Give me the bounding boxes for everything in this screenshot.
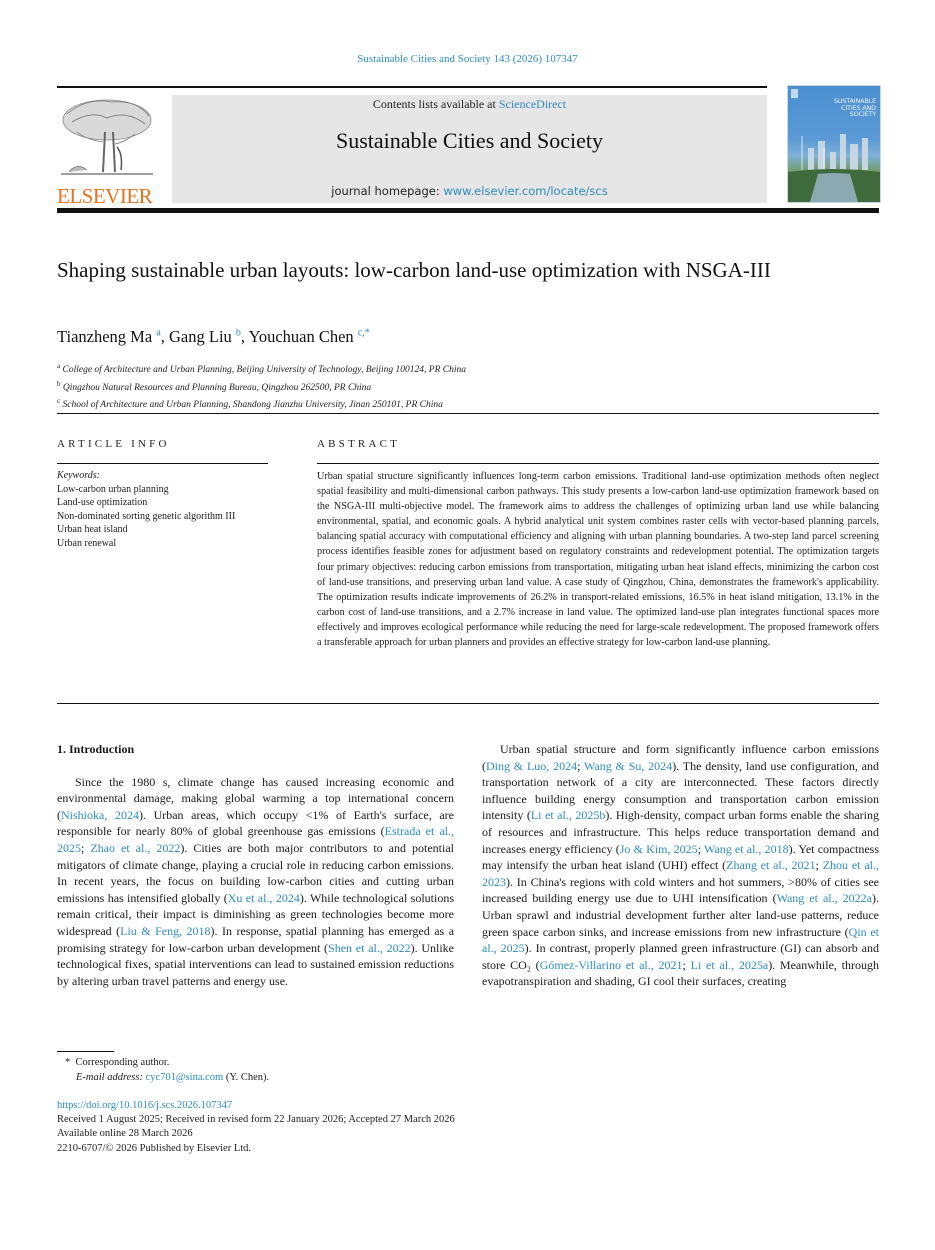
affiliations [57, 360, 466, 413]
body-column-left [57, 741, 454, 989]
author-affiliation-mark[interactable]: b [235, 327, 241, 339]
citation-link[interactable]: Xu et al., 2024 [227, 890, 300, 905]
abstract-text: Urban spatial structure significantly influences long-term carbon emissions. Traditional land-use optimization methods often neglect spatial feasibility and multi-dimensional carbon pathways. This study presents a low-carbon land-use optimization framework based on the NSGA-III multi-objective model. The framework aims to address the challenges of optimizing urban land use while balancing environmental, spatial, and economic goals. A hybrid analytical unit system combines raster cells with vector-based planning parcels, balancing spatial accuracy with computational efficiency and aligning with urban planning boundaries. A two-step land parcel screening process identifies feasible zones for adjustment based on regulatory constraints and redevelopment potential. The optimization targets four primary objectives: reducing carbon emissions from transportation, mitigating urban heat island effects, minimizing the carbon cost of land-use transitions, and preserving urban land value. A case study of Qingzhou, China, demonstrates the framework's applicability. The optimization results indicate improvements of 26.2% in transport-related emissions, 16.5% in heat island mitigation, 13.1% in the carbon cost of land-use transitions, and a 2.7% increase in land value. The optimized land-use plan integrates functional spaces more effectively and improves ecological performance while reducing the need for large-scale redevelopment. The proposed framework offers a transferable approach for urban planners and provides an effective strategy for low-carbon land-use planning. [317, 471, 879, 649]
copyright-line: 2210-6707/© 2026 Published by Elsevier Ltd. [57, 1142, 252, 1154]
cover-cityscape-icon [788, 86, 880, 202]
abstract-rule [317, 463, 879, 464]
keywords-list [57, 469, 235, 550]
affiliation-item: $^a$ College of Architecture and Urban Planning, Beijing University of Technology, Beijing 100124, PR China [57, 362, 467, 376]
author-name[interactable]: Youchuan Chen [248, 327, 354, 346]
email-link[interactable]: cyc701@sina.com [145, 1071, 224, 1083]
masthead-bottom-rule [57, 208, 879, 213]
author-name[interactable]: Tianzheng Ma [57, 327, 153, 346]
running-header[interactable]: Sustainable Cities and Society 143 (2026) 107347 [357, 53, 578, 65]
keywords-label: Keywords: [57, 470, 100, 481]
journal-title: Sustainable Cities and Society [335, 128, 604, 153]
author-separator: , [160, 327, 170, 346]
journal-homepage-link[interactable]: www.elsevier.com/locate/scs [443, 184, 608, 198]
title-block-divider [57, 413, 879, 414]
keyword-item: Urban renewal [57, 537, 117, 549]
corresponding-author-footnote [57, 1056, 269, 1085]
citation-link[interactable]: Gómez-Villarino et al., 2021 [539, 957, 683, 972]
author-affiliation-mark[interactable]: a [156, 327, 161, 339]
citation-link[interactable]: Nishioka, 2024 [61, 807, 139, 822]
citation-link[interactable]: Shen et al., 2022 [328, 940, 411, 955]
publication-info [57, 1099, 455, 1156]
email-suffix: (Y. Chen). [223, 1071, 270, 1083]
keyword-item: Land-use optimization [57, 497, 148, 508]
citation-link[interactable]: Zhang et al., 2021 [726, 858, 816, 873]
abstract-heading: ABSTRACT [317, 438, 401, 450]
article-info-rule [57, 463, 268, 464]
citation-link[interactable]: Liu & Feng, 2018 [120, 923, 211, 938]
citation-link[interactable]: Wang & Su, 2024 [584, 758, 673, 773]
citation-link[interactable]: Qin et al., 2025 [482, 924, 879, 956]
section-heading-introduction: 1. Introduction [57, 742, 135, 756]
contents-prefix: Contents lists available at [372, 97, 499, 111]
elsevier-logo[interactable] [57, 92, 157, 208]
intro-paragraph-2: Urban spatial structure and form significantly influence carbon emissions (Ding & Luo, 2024; Wang & Su, 2024). The density, land use configuration, and transportation network of a city are interconnected. These factors directly influence building energy consumption and transportation carbon emission intensity (Li et al., 2025b). High-density, compact urban forms enable the sharing of resources and infrastructure. This helps reduce transportation demand and increases energy efficiency (Jo & Kim, 2025; Wang et al., 2018). Yet compactness may intensify the urban heat island (UHI) effect (Zhang et al., 2021; Zhou et al., 2023). In China's regions with cold winters and hot summers, >80% of cities see increased building energy use due to UHI intensification (Wang et al., 2022a). Urban sprawl and industrial development further alter land-use patterns, reduce green space carbon sinks, and increase emissions from new infrastructure (Qin et al., 2025). In contrast, properly planned green infrastructure (GI) can absorb and store CO₂ (Gómez-Villarino et al., 2021; Li et al., 2025a). Meanwhile, through evapotranspiration and shading, GI cool their surfaces, creating [482, 742, 880, 989]
intro-paragraph-1: Since the 1980 s, climate change has caused increasing economic and environmental damage, making global warming a top international concern (Nishioka, 2024). Urban areas, which occupy <1% of Earth's surface, are responsible for nearly 80% of global greenhouse gas emissions (Estrada et al., 2025; Zhao et al., 2022). Cities are both major contributors to and potential mitigators of climate change, playing a crucial role in reducing carbon emissions. In recent years, the focus on building low-carbon cities and cutting urban emissions has intensified globally (Xu et al., 2024). While technological solutions remain critical, their impact is diminishing as green technologies become more widespread (Liu & Feng, 2018). In response, spatial planning has emerged as a promising strategy for low-carbon urban development (Shen et al., 2022). Unlike technological fixes, spatial interventions can lead to sustained emission reductions by altering urban travel patterns and energy use. [57, 774, 455, 988]
citation-link[interactable]: Jo & Kim, 2025 [619, 841, 698, 856]
doi-link[interactable]: https://doi.org/10.1016/j.scs.2026.107347 [57, 1100, 233, 1111]
citation-link[interactable]: Li et al., 2025a [690, 957, 769, 972]
citation-link[interactable]: Estrada et al., 2025 [57, 824, 454, 855]
citation-link[interactable]: Wang et al., 2018 [704, 841, 789, 856]
affiliation-item: $^c$ School of Architecture and Urban Planning, Shandong Jianzhu University, Jinan 250101, PR China [57, 397, 443, 411]
corresponding-author-label: Corresponding author. [75, 1057, 170, 1068]
journal-masthead [172, 95, 767, 203]
keyword-item: Urban heat island [57, 524, 128, 535]
keyword-item: Non-dominated sorting genetic algorithm III [57, 510, 236, 522]
paper-title: Shaping sustainable urban layouts: low-carbon land-use optimization with NSGA-III [57, 258, 771, 282]
article-info-heading: ARTICLE INFO [57, 438, 170, 450]
email-label: E-mail address: [76, 1071, 143, 1083]
citation-link[interactable]: Zhou et al., 2023 [482, 858, 879, 889]
homepage-line [172, 184, 767, 198]
header-divider [57, 86, 767, 88]
abstract-end-rule [57, 703, 879, 704]
footnote-rule [57, 1051, 114, 1052]
journal-cover-image[interactable] [787, 85, 881, 203]
keyword-item: Low-carbon urban planning [57, 483, 169, 495]
author-separator: , [240, 327, 249, 346]
author-affiliation-mark[interactable]: c,* [357, 327, 370, 339]
cover-title: SUSTAINABLE CITIES AND SOCIETY [833, 97, 876, 118]
citation-link[interactable]: Ding & Luo, 2024 [486, 758, 578, 773]
citation-link[interactable]: Li et al., 2025b [530, 808, 606, 823]
body-column-right [482, 741, 879, 990]
citation-link[interactable]: Wang et al., 2022a [776, 891, 872, 906]
citation-link[interactable]: Zhao et al., 2022 [90, 840, 181, 855]
available-online: Available online 28 March 2026 [57, 1128, 193, 1140]
received-dates: Received 1 August 2025; Received in revised form 22 January 2026; Accepted 27 March 2026 [57, 1114, 455, 1126]
author-list [57, 327, 370, 347]
sciencedirect-link[interactable]: ScienceDirect [498, 97, 567, 111]
author-name[interactable]: Gang Liu [169, 327, 232, 346]
affiliation-item: $^b$ Qingzhou Natural Resources and Planning Bureau, Qingzhou 262500, PR China [57, 379, 372, 393]
elsevier-wordmark: ELSEVIER [57, 184, 153, 208]
contents-line [172, 97, 767, 112]
homepage-prefix: journal homepage: [331, 184, 444, 198]
elsevier-tree-icon [57, 92, 157, 180]
footnote-mark: * [65, 1057, 71, 1068]
